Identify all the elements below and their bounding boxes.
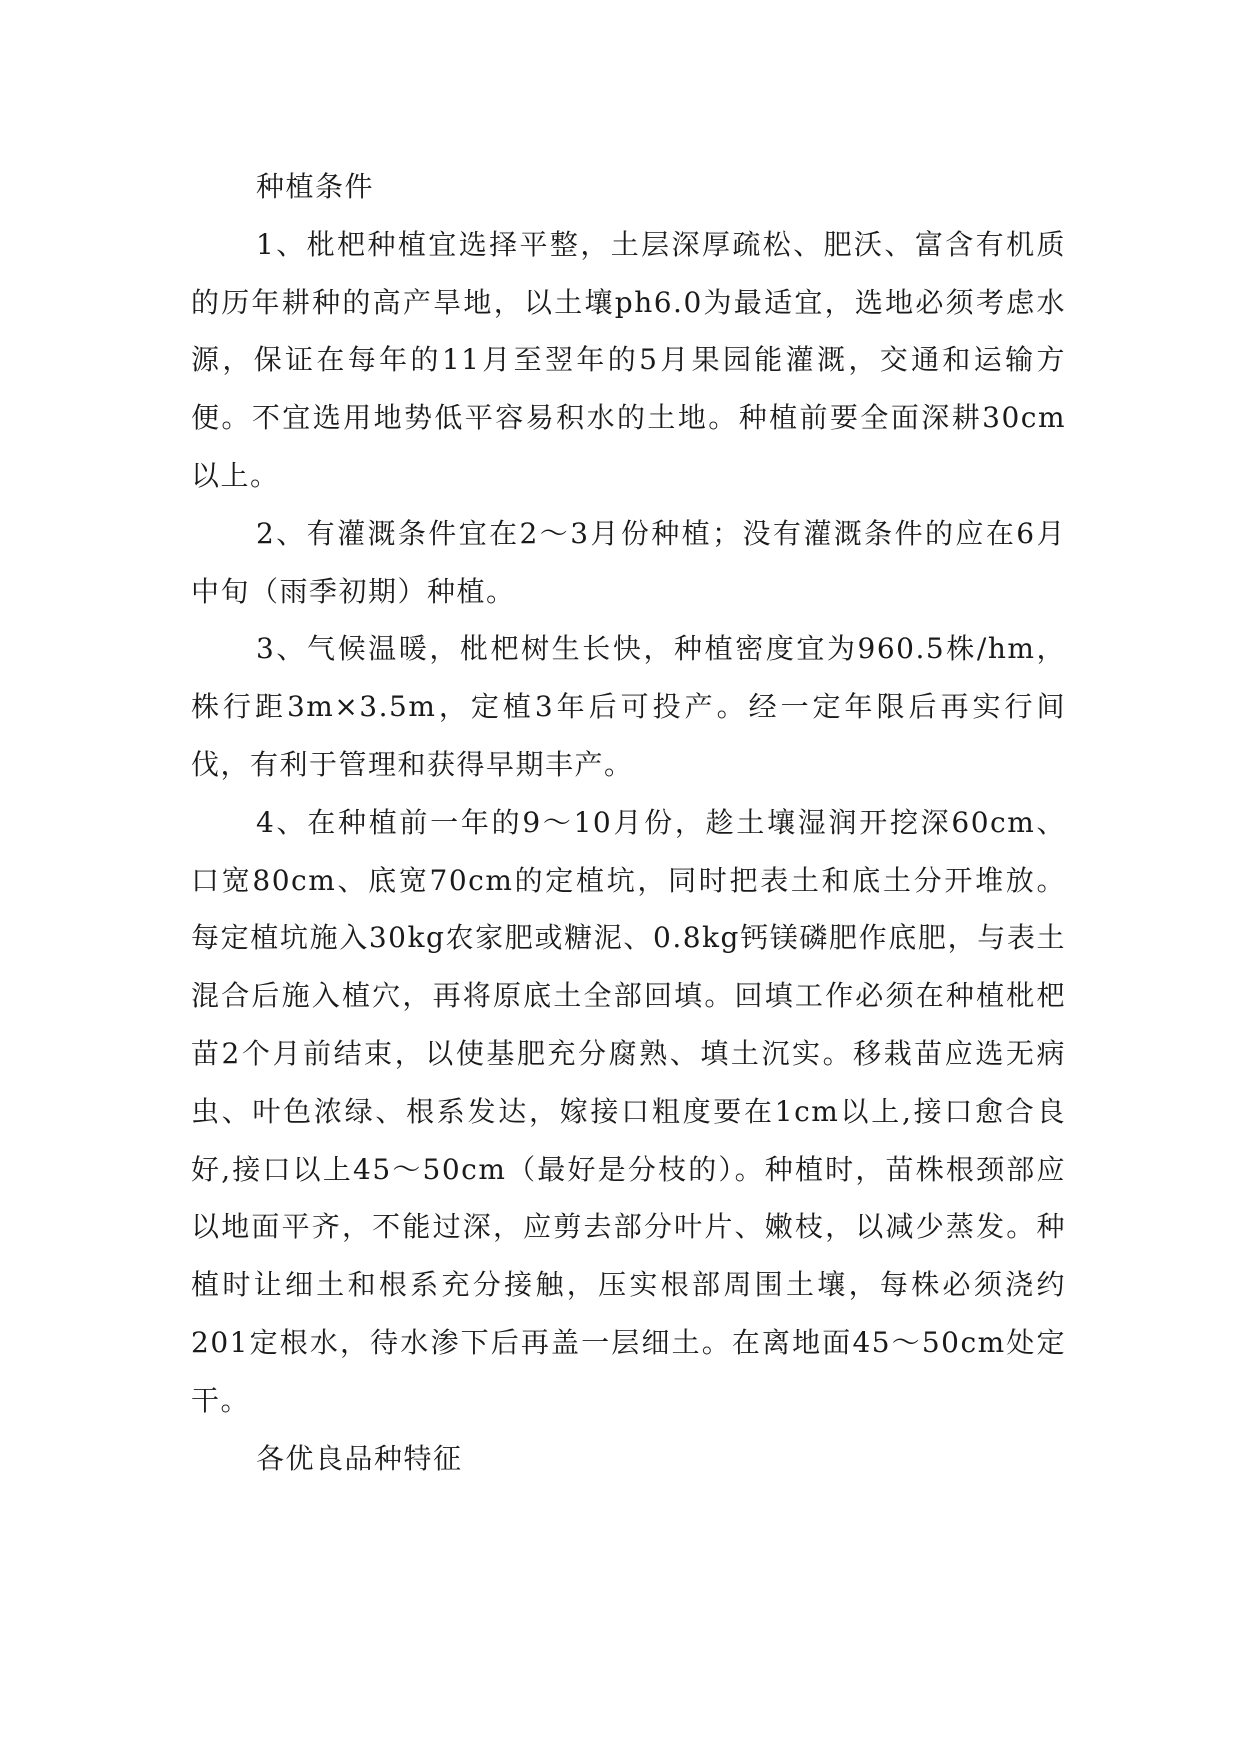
paragraph-3: 3、气候温暖，枇杷树生长快，种植密度宜为960.5株/hm，株行距3m×3.5m，定植3年后可投产。经一定年限后再实行间伐，有利于管理和获得早期丰产。 xyxy=(191,632,1066,781)
paragraph-2: 2、有灌溉条件宜在2～3月份种植；没有灌溉条件的应在6月中旬（雨季初期）种植。 xyxy=(191,516,1066,608)
section-heading-planting-conditions: 种植条件 xyxy=(256,170,375,203)
section-heading-varieties: 各优良品种特征 xyxy=(256,1441,463,1475)
paragraph-4: 4、在种植前一年的9～10月份，趁土壤湿润开挖深60cm、口宽80cm、底宽70cm的定植坑，同时把表土和底土分开堆放。每定植坑施入30kg农家肥或糖泥、0.8kg钙镁磷肥作底肥，与表土混合后施入植穴，再将原底土全部回填。回填工作必须在种植枇杷苗2个月前结束，以使基肥充分腐熟、填土沉实。移栽苗应选无病虫、叶色浓绿、根系发达，嫁接口粗度要在1cm以上,接口愈合良好,接口以上45～50cm（最好是分枝的）。种植时，苗株根颈部应以地面平齐，不能过深，应剪去部分叶片、嫩枝，以减少蒸发。种植时让细土和根系充分接触，压实根部周围土壤，每株必须浇约201定根水，待水渗下后再盖一层细土。在离地面45～50cm处定干。 xyxy=(191,805,1066,1417)
paragraph-1: 1、枇杷种植宜选择平整，土层深厚疏松、肥沃、富含有机质的历年耕种的高产旱地，以土壤ph6.0为最适宜，选地必须考虑水源，保证在每年的11月至翌年的5月果园能灌溉，交通和运输方便。不宜选用地势低平容易积水的土地。种植前要全面深耕30cm以上。 xyxy=(191,227,1066,492)
document-page xyxy=(191,158,1066,1487)
